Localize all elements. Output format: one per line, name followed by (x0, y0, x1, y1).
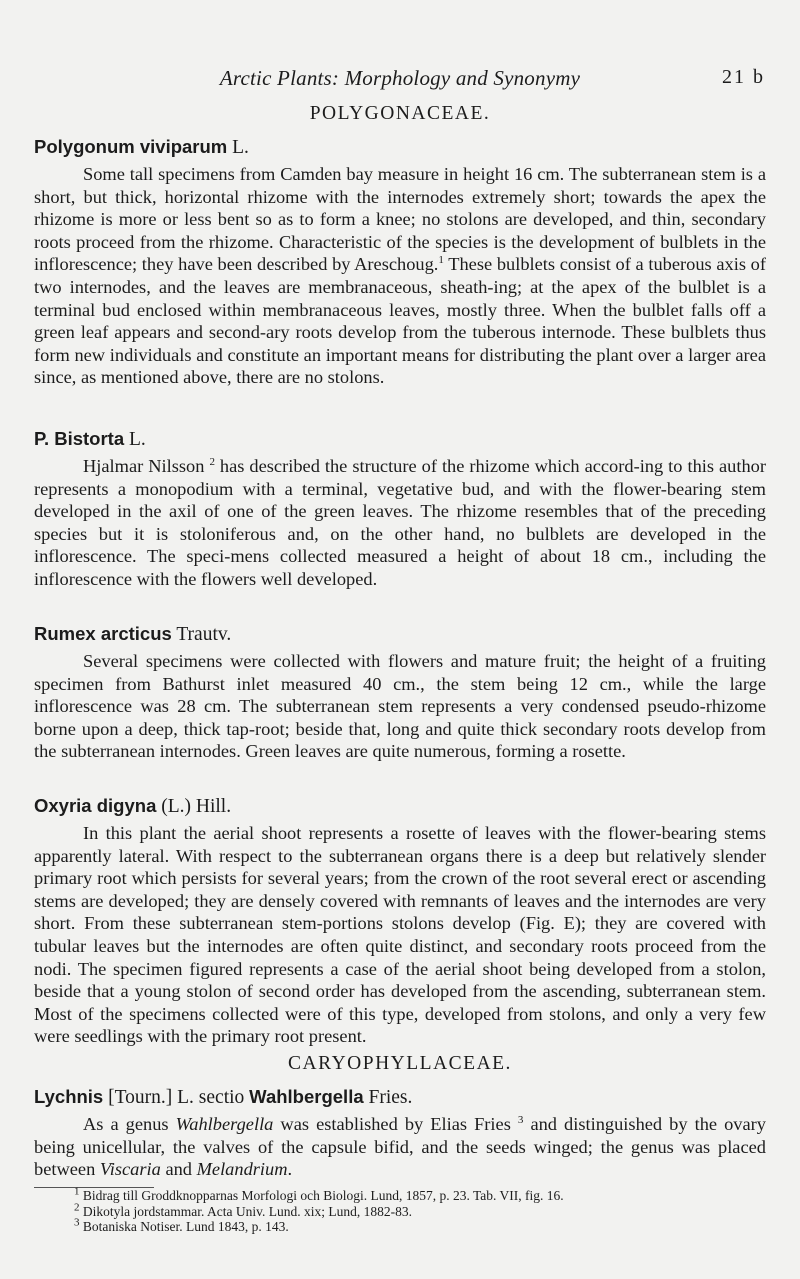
species-authority: [Tourn.] L. sectio (103, 1087, 250, 1108)
species-authority: L. (124, 429, 146, 450)
paragraph-text: . (287, 1159, 293, 1180)
running-head (0, 66, 800, 96)
paragraph-lychnis (34, 1113, 766, 1181)
species-authority: Trautv. (171, 624, 232, 645)
paragraph-oxyria-digyna: In this plant the aerial shoot represents a rosette of leaves with the flower-bearing stems apparently lateral. With respect to the subterranean organs there is a deep but relatively slender primary root which persists for several years; from the crown of the root several erect or ascending stems are developed; they are densely covered with remnants of leaves and the internodes are very short. From these subterranean stem-portions stolons develop (Fig. E); they are covered with tubular leaves but the internodes are often quite distinct, and secondary roots proceed from the nodi. The specimen figured represents a case of the aerial shoot being developed from a stolon, beside that a young stolon of second order has developed from the ascending, subterranean stem. Most of the specimens collected were of this type, developed from stolons, and only a very few were seedlings with the primary root present. (34, 823, 766, 1047)
species-name: Rumex arcticus (34, 623, 172, 644)
species-heading-p-bistorta (34, 428, 146, 451)
species-name: Polygonum viviparum (34, 136, 228, 157)
family-heading-caryophyllaceae: CARYOPHYLLACEAE. (288, 1053, 512, 1074)
footnote-mark: 2 (74, 1201, 80, 1213)
paragraph-text: Some tall specimens from Camden bay measure in height 16 cm. The subterranean stem is a short, but thick, horizontal rhizome with the internodes extremely short; towards the apex the rhizome is more or less bent so as to form a knee; no stolons are developed, and thin, secondary roots proceed from the rhizome. Characteristic of the species is the development of bulblets in the inflorescence; they have been described by Areschoug. (34, 164, 766, 275)
paragraph-text: and (160, 1159, 197, 1180)
section-name: Wahlbergella (249, 1086, 364, 1107)
page-number: 21 b (722, 66, 765, 88)
species-heading-polygonum-viviparum (34, 136, 249, 159)
italic-genus: Viscaria (99, 1159, 161, 1180)
italic-genus: Melandrium (196, 1159, 288, 1180)
species-authority: L. (227, 137, 249, 158)
paragraph-text: was established by Elias Fries (273, 1114, 518, 1134)
paragraph-text: These bulblets consist of a tuberous axis of two internodes, and the leaves are membranaceous, sheath-ing; at the apex of the bulblet is a terminal bud enclosed within membranaceous leaves, mostly three. When the bulblet falls off a green leaf appears and second-ary roots develop from the tuberous internode. These bulblets thus form new individuals and constitute an important means for distributing the plant over a larger area since, as mentioned above, there are no stolons. (34, 254, 766, 388)
species-heading-lychnis (34, 1086, 412, 1109)
paragraph-text: and distinguished by the ovary being unicellular, the valves of the capsule bifid, and the seeds winged; the genus was placed between (34, 1114, 766, 1180)
footnote-1 (74, 1185, 764, 1204)
paragraph-p-bistorta (34, 455, 766, 591)
species-heading-rumex-arcticus (34, 623, 231, 646)
footnote-ref: 1 (438, 254, 444, 267)
footnote-3 (74, 1216, 764, 1235)
footnotes (74, 1185, 764, 1235)
footnote-text: Bidrag till Groddknopparnas Morfologi och Biologi. Lund, 1857, p. 23. Tab. VII, fig. 16. (79, 1188, 564, 1203)
species-heading-oxyria-digyna (34, 795, 231, 818)
footnote-2 (74, 1201, 764, 1220)
paragraph-polygonum-viviparum (34, 163, 766, 389)
paragraph-text: has described the structure of the rhizome which accord-ing to this author represents a monopodium with a terminal, vegetative bud, and with the flower-bearing stem developed in the axil of one of the green leaves. The rhizome resembles that of the preceding species but it is stoloniferous and, on the other hand, no bulblets are developed in the inflorescence. The speci-mens collected measured a height of about 18 cm., including the inflorescence with the flowers well developed. (34, 456, 767, 589)
running-title: Arctic Plants: Morphology and Synonymy (219, 66, 581, 90)
footnote-ref: 3 (517, 1113, 524, 1126)
species-name: Oxyria digyna (34, 795, 157, 816)
genus-name: Lychnis (34, 1086, 104, 1107)
family-heading-polygonaceae: POLYGONACEAE. (309, 103, 491, 124)
species-name: P. Bistorta (34, 428, 125, 449)
italic-genus: Wahlbergella (175, 1114, 274, 1134)
footnote-text: Botaniska Notiser. Lund 1843, p. 143. (79, 1219, 289, 1234)
paragraph-rumex-arcticus: Several specimens were collected with flowers and mature fruit; the height of a fruiting specimen from Bathurst inlet measured 40 cm., the stem being 12 cm., while the large inflorescence was 28 cm. The subterranean stem represents a very condensed pseudo-rhizome borne upon a deep, thick tap-root; beside that, long and quite thick secondary roots develop from the subterranean internodes. Green leaves are quite numerous, forming a rosette. (34, 651, 766, 762)
paragraph-text: Hjalmar Nilsson (83, 456, 210, 476)
footnote-mark: 1 (74, 1185, 80, 1198)
species-authority: (L.) Hill. (156, 796, 232, 817)
section-authority: Fries. (363, 1087, 413, 1108)
footnote-text: Dikotyla jordstammar. Acta Univ. Lund. xix; Lund, 1882-83. (79, 1203, 412, 1219)
footnote-mark: 3 (74, 1216, 80, 1229)
footnote-ref: 2 (209, 455, 215, 468)
paragraph-text: As a genus (83, 1114, 176, 1134)
